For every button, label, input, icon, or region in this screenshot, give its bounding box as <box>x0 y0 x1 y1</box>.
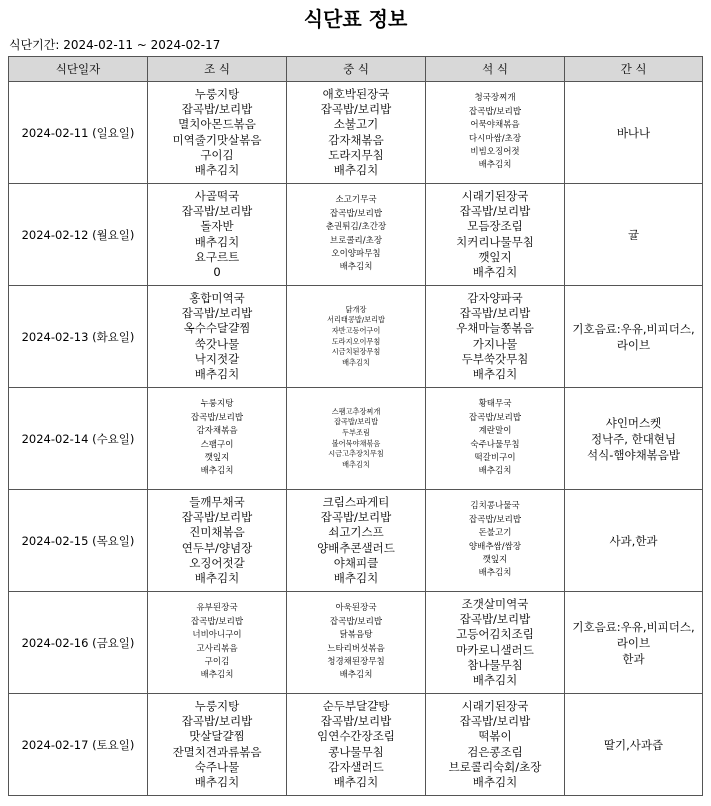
menu-item: 잡곡밥/보리밥 <box>468 412 522 423</box>
snack-cell <box>565 694 703 796</box>
menu-item: 브로콜리/초장 <box>329 235 383 246</box>
menu-item: 비빔오징어젓 <box>470 146 520 157</box>
menu-item: 감자채볶음 <box>196 426 238 437</box>
header-dinner: 석 식 <box>426 57 565 82</box>
menu-item: 잡곡밥/보리밥 <box>320 510 392 525</box>
menu-item: 누룽지탕 <box>194 698 240 713</box>
menu-item: 콩나물무침 <box>328 744 384 759</box>
menu-item: 숙주나물무침 <box>470 439 520 450</box>
menu-item: 황태무국 <box>478 399 512 410</box>
menu-item: 시금고추장치무침 <box>328 449 384 459</box>
menu-item: 계란말이 <box>478 426 512 437</box>
menu-item: 느타리버섯볶음 <box>327 643 385 654</box>
breakfast-cell <box>148 286 287 388</box>
menu-item: 잡곡밥/보리밥 <box>329 616 383 627</box>
menu-item: 춘권튀김/초간장 <box>325 222 387 233</box>
lunch-cell <box>287 184 426 286</box>
header-lunch: 중 식 <box>287 57 426 82</box>
dinner-cell <box>426 82 565 184</box>
menu-item: 잡곡밥/보리밥 <box>181 510 253 525</box>
menu-item: 닭볶음탕 <box>339 630 373 641</box>
date-cell: 2024-02-12 (월요일) <box>9 184 148 286</box>
menu-item: 돌자반 <box>200 219 234 234</box>
snack-cell <box>565 82 703 184</box>
dinner-cell <box>426 286 565 388</box>
menu-item: 잡곡밥/보리밥 <box>459 306 531 321</box>
menu-item: 배추김치 <box>200 466 234 477</box>
menu-item: 치커리나물무침 <box>456 234 534 249</box>
snack-cell <box>565 184 703 286</box>
menu-item: 배추김치 <box>478 160 512 171</box>
menu-item: 소불고기 <box>333 117 379 132</box>
snack-cell <box>565 490 703 592</box>
menu-item: 요구르트 <box>194 249 240 264</box>
menu-item: 양배추쌈/쌈장 <box>468 541 522 552</box>
snack-item: 라이브 <box>616 635 651 650</box>
table-row <box>9 592 703 694</box>
breakfast-cell <box>148 184 287 286</box>
menu-item: 잡곡밥/보리밥 <box>468 106 522 117</box>
breakfast-cell <box>148 592 287 694</box>
menu-item: 모듬장조림 <box>467 219 523 234</box>
snack-item: 한과 <box>622 651 645 666</box>
menu-item: 배추김치 <box>472 264 518 279</box>
menu-item: 배추김치 <box>339 262 373 273</box>
menu-item: 애호박된장국 <box>322 86 390 101</box>
menu-item: 잡곡밥/보리밥 <box>181 102 253 117</box>
menu-item: 잡곡밥/보리밥 <box>459 204 531 219</box>
snack-cell <box>565 286 703 388</box>
menu-item: 배추김치 <box>342 459 370 469</box>
menu-item: 맛살달걀찜 <box>189 729 245 744</box>
menu-item: 0 <box>213 264 221 279</box>
table-row <box>9 490 703 592</box>
menu-item: 잡곡밥/보리밥 <box>468 514 522 525</box>
date-cell: 2024-02-14 (수요일) <box>9 388 148 490</box>
table-row <box>9 694 703 796</box>
snack-item: 라이브 <box>616 337 651 352</box>
menu-item: 쇠고기스프 <box>328 525 384 540</box>
menu-item: 김치콩나물국 <box>470 501 520 512</box>
menu-item: 마카로니샐러드 <box>456 642 534 657</box>
snack-item: 석식-햄야채볶음밥 <box>586 447 681 462</box>
menu-item: 잡곡밥/보리밥 <box>320 102 392 117</box>
menu-item: 감자양파국 <box>467 290 523 305</box>
header-snack: 간 식 <box>565 57 703 82</box>
menu-item: 잡곡밥/보리밥 <box>320 714 392 729</box>
lunch-cell <box>287 286 426 388</box>
menu-item: 시래기된장국 <box>461 698 529 713</box>
menu-item: 배추김치 <box>200 670 234 681</box>
menu-item: 브로콜리숙회/초장 <box>448 759 542 774</box>
lunch-cell <box>287 694 426 796</box>
snack-item: 딸기,사과즙 <box>603 737 664 752</box>
menu-item: 도라지오이무침 <box>331 336 381 346</box>
menu-item: 자반고등어구이 <box>331 325 381 335</box>
dinner-cell <box>426 592 565 694</box>
table-row <box>9 286 703 388</box>
menu-item: 고사리볶음 <box>196 643 238 654</box>
menu-item: 두부쑥갓무침 <box>461 351 529 366</box>
menu-item: 너비아니구이 <box>192 630 242 641</box>
snack-item: 샤인머스켓 <box>605 415 662 430</box>
menu-item: 누룽지탕 <box>200 399 234 410</box>
table-row <box>9 184 703 286</box>
menu-item: 떡볶이 <box>478 729 512 744</box>
menu-item: 소고기무국 <box>335 195 377 206</box>
menu-item: 배추김치 <box>333 774 379 789</box>
breakfast-cell <box>148 694 287 796</box>
menu-item: 배추김치 <box>339 670 373 681</box>
menu-item: 배추김치 <box>333 162 379 177</box>
menu-item: 임연수간장조림 <box>317 729 395 744</box>
menu-item: 잡곡밥/보리밥 <box>181 306 253 321</box>
menu-item: 청경채된장무침 <box>327 656 385 667</box>
menu-item: 우채마늘쫑볶음 <box>456 321 534 336</box>
snack-item: 기호음료:우유,비피더스, <box>572 619 695 634</box>
dinner-cell <box>426 490 565 592</box>
dinner-cell <box>426 388 565 490</box>
menu-item: 크림스파게티 <box>322 494 390 509</box>
menu-item: 야채피클 <box>333 555 379 570</box>
menu-item: 홍합미역국 <box>189 290 245 305</box>
menu-item: 배추김치 <box>194 774 240 789</box>
menu-item: 오징어젓갈 <box>189 555 245 570</box>
menu-item: 배추김치 <box>472 672 518 687</box>
snack-item: 기호음료:우유,비피더스, <box>572 321 695 336</box>
menu-item: 양배추콘샐러드 <box>317 540 395 555</box>
menu-item: 아욱된장국 <box>335 603 377 614</box>
menu-item: 스팸구이 <box>200 439 234 450</box>
dinner-cell <box>426 184 565 286</box>
menu-item: 사골떡국 <box>194 188 240 203</box>
menu-item: 깻잎지 <box>482 554 508 565</box>
table-row <box>9 82 703 184</box>
menu-item: 숙주나물 <box>194 759 240 774</box>
menu-item: 배추김치 <box>194 366 240 381</box>
menu-item: 어묵야채볶음 <box>470 120 520 131</box>
menu-item: 멸치아몬드볶음 <box>178 117 256 132</box>
menu-item: 배추김치 <box>194 162 240 177</box>
menu-item: 들깨무채국 <box>189 494 245 509</box>
menu-item: 연두부/양념장 <box>181 540 253 555</box>
lunch-cell <box>287 490 426 592</box>
breakfast-cell <box>148 388 287 490</box>
menu-item: 고등어김치조림 <box>456 627 534 642</box>
menu-item: 서리태콩밥/보리밥 <box>327 315 385 325</box>
breakfast-cell <box>148 82 287 184</box>
menu-item: 미역줄기맛살볶음 <box>172 132 262 147</box>
menu-item: 참나물무침 <box>467 657 523 672</box>
snack-cell <box>565 388 703 490</box>
menu-item: 잡곡밥/보리밥 <box>329 208 383 219</box>
menu-item: 도라지무침 <box>328 147 384 162</box>
menu-item: 볼어묵야채볶음 <box>331 438 381 448</box>
menu-item: 배추김치 <box>342 357 370 367</box>
menu-item: 깻잎지 <box>478 249 512 264</box>
snack-item: 사과,한과 <box>609 533 658 548</box>
menu-item: 잡곡밥/보리밥 <box>181 714 253 729</box>
menu-item: 가지나물 <box>472 336 518 351</box>
menu-item: 시금치된장무침 <box>331 347 381 357</box>
menu-item: 감자채볶음 <box>328 132 384 147</box>
menu-item: 다시마쌈/초장 <box>468 133 522 144</box>
date-cell: 2024-02-13 (화요일) <box>9 286 148 388</box>
menu-item: 진미채볶음 <box>189 525 245 540</box>
menu-item: 검은콩조림 <box>467 744 523 759</box>
menu-item: 잡곡밥/보리밥 <box>181 204 253 219</box>
date-cell: 2024-02-16 (금요일) <box>9 592 148 694</box>
menu-item: 낙지젓갈 <box>194 351 240 366</box>
breakfast-cell <box>148 490 287 592</box>
menu-item: 배추김치 <box>478 568 512 579</box>
snack-cell <box>565 592 703 694</box>
menu-item: 순두부달걀탕 <box>322 698 390 713</box>
menu-item: 배추김치 <box>472 366 518 381</box>
dinner-cell <box>426 694 565 796</box>
date-cell: 2024-02-11 (일요일) <box>9 82 148 184</box>
menu-item: 잡곡밥/보리밥 <box>459 612 531 627</box>
menu-item: 배추김치 <box>472 774 518 789</box>
menu-item: 쑥갓나물 <box>194 336 240 351</box>
menu-item: 옥수수달걀찜 <box>183 321 251 336</box>
menu-item: 잡곡밥/보리밥 <box>459 714 531 729</box>
menu-item: 오이양파무침 <box>331 248 381 259</box>
menu-item: 잡곡밥/보리밥 <box>190 616 244 627</box>
menu-item: 유부된장국 <box>196 603 238 614</box>
menu-item: 스팸고추장찌개 <box>331 406 381 416</box>
menu-period: 식단기간: 2024-02-11 ~ 2024-02-17 <box>9 38 221 52</box>
lunch-cell <box>287 592 426 694</box>
date-cell: 2024-02-17 (토요일) <box>9 694 148 796</box>
menu-item: 배추김치 <box>194 234 240 249</box>
table-row <box>9 388 703 490</box>
lunch-cell <box>287 388 426 490</box>
page-title: 식단표 정보 <box>303 7 408 31</box>
menu-item: 깻잎지 <box>204 452 230 463</box>
menu-item: 잡곡밥/보리밥 <box>190 412 244 423</box>
snack-item: 바나나 <box>616 125 651 140</box>
menu-item: 배추김치 <box>478 466 512 477</box>
snack-item: 정낙주, 한대현님 <box>590 431 677 446</box>
snack-item: 귤 <box>627 227 640 242</box>
menu-item: 돈불고기 <box>478 528 512 539</box>
menu-item: 구이김 <box>200 147 234 162</box>
menu-item: 잡곡밥/보리밥 <box>333 417 379 427</box>
menu-table <box>8 56 703 796</box>
menu-item: 누룽지탕 <box>194 86 240 101</box>
menu-item: 두부조림 <box>342 427 370 437</box>
menu-item: 잔멸치견과류볶음 <box>172 744 262 759</box>
menu-item: 닭개장 <box>345 304 367 314</box>
menu-item: 조갯살미역국 <box>461 596 529 611</box>
menu-item: 청국장찌개 <box>474 93 516 104</box>
menu-item: 배추김치 <box>194 570 240 585</box>
header-date: 식단일자 <box>9 57 148 82</box>
menu-item: 배추김치 <box>333 570 379 585</box>
header-breakfast: 조 식 <box>148 57 287 82</box>
menu-item: 떡갈비구이 <box>474 452 516 463</box>
menu-item: 구이김 <box>204 656 230 667</box>
header-row <box>9 57 703 82</box>
date-cell: 2024-02-15 (목요일) <box>9 490 148 592</box>
lunch-cell <box>287 82 426 184</box>
menu-item: 감자샐러드 <box>328 759 384 774</box>
menu-item: 시래기된장국 <box>461 188 529 203</box>
